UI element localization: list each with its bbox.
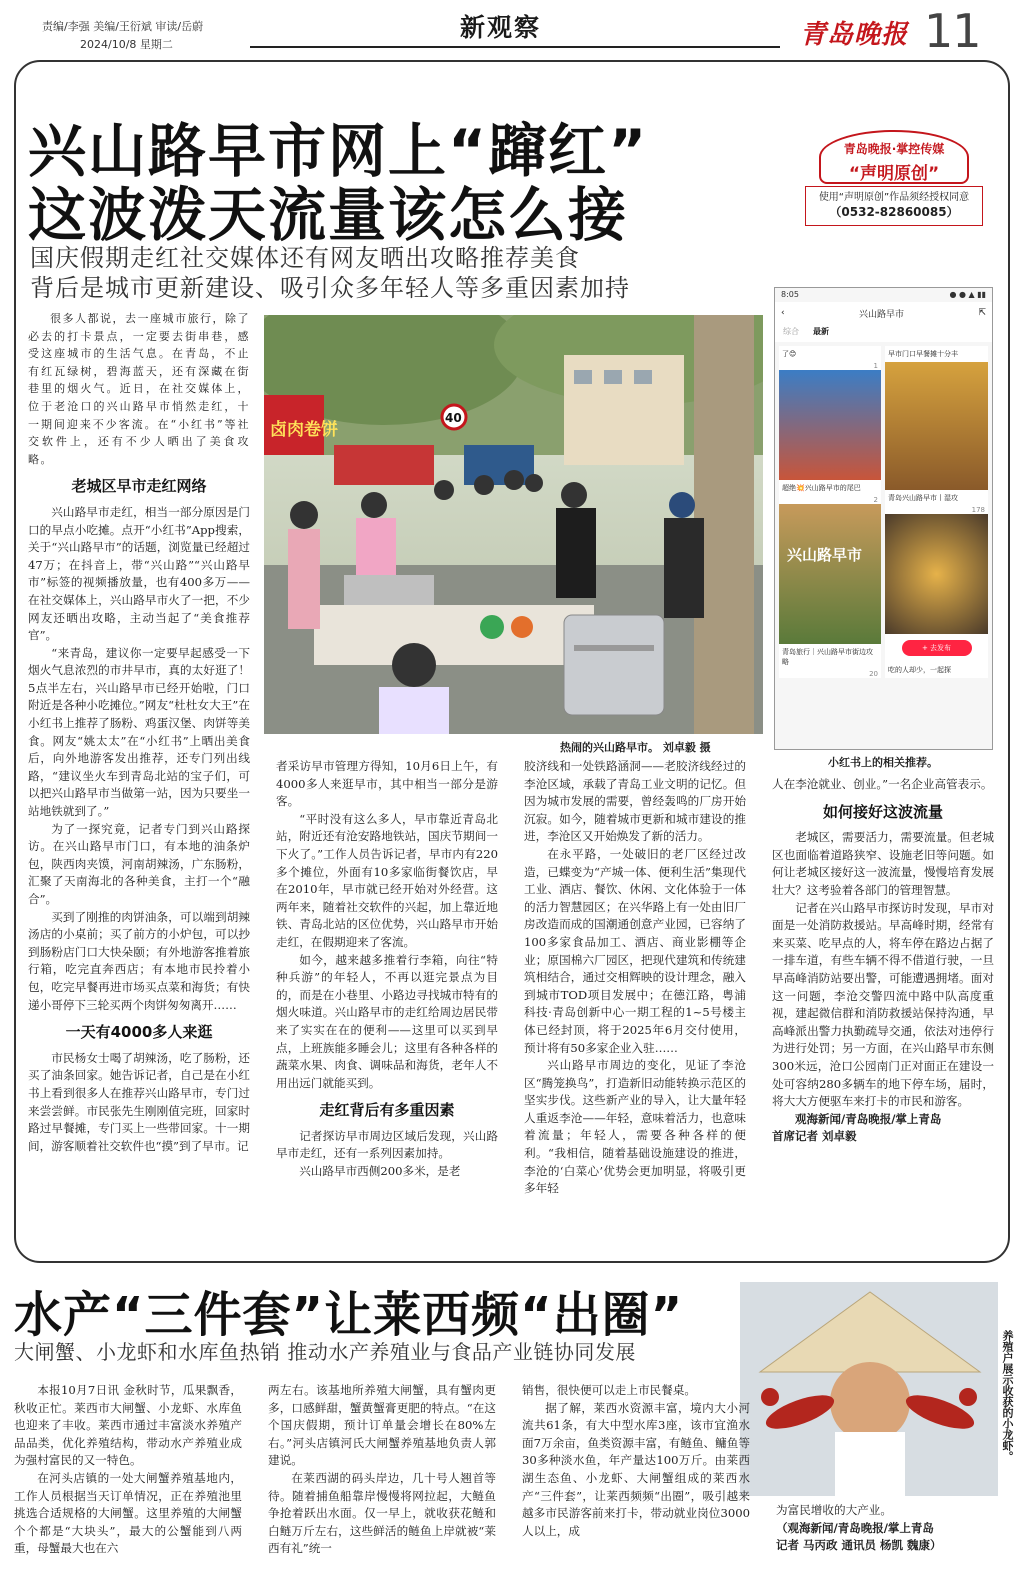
stamp-phone: （0532-82860085）: [829, 205, 959, 219]
status-icons: ● ● ▲ ▮▮: [949, 290, 986, 299]
paragraph: 如今，越来越多推着行李箱，向往“特种兵游”的年轻人，不再以逛完景点为目的，而是在小巷里、小路边寻找城市特有的烟火味道。兴山路早市的走红给周边居民带来了实实在在的便利——这里可以买到早点，上班族能多睡会儿；这里有各种各样的蔬菜水果、肉食、调味品和海货，老年人不用出远门就能买到。: [276, 952, 498, 1090]
story1-col4: [772, 776, 994, 1250]
publish-button[interactable]: + 去发布: [902, 640, 972, 656]
paragraph: 人在李沧就业、创业。”一名企业高管表示。: [772, 777, 993, 791]
byline-reporter: 记者 马丙政 通讯员 杨凯 魏康）: [776, 1538, 942, 1553]
paragraph: 记者在兴山路早市探访时发现，早市对面是一处消防救援站。早高峰时期，经常有来买菜、吃早点的人，将车停在路边占据了一排车道，有些车辆不得不借道行驶，一旦早高峰消防站要出警，可能遭遇拥堵。面对这一问题，李沧交警四流中路中队高度重视，建起微信群和消防救援站保持沟通，早高峰派出警力执勤疏导交通，依法对违停行为进行处罚；另一方面，在兴山路早市东侧300米远，沧口公园南门正对面正在建设一处可容纳280多辆车的地下停车场，届时，将大大方便驱车来打卡的市民和游客。: [772, 900, 994, 1109]
search-query[interactable]: 兴山路早市: [859, 309, 905, 320]
subhead-4000-visitors: 一天有4000多人来逛: [65, 1023, 213, 1042]
paragraph: “来青岛，建议你一定要早起感受一下烟火气息浓烈的市井早市，真的太好逛了！5点半左右，兴山路早市已经开始啦，门口附近是各种小吃摊位。”网友“杜杜女大王”在小红书上推荐了肠粉、鸡蛋汉堡、肉饼等美食。网友“姚太太”在“小红书”上晒出美食后，向外地游客发出推荐，还专门列出线路，“建议坐火车到青岛北站的宝子们，可以把兴山路早市当做第一站，因为只要坐一站地铁就到了。”: [28, 645, 250, 819]
story2-col3: [522, 1382, 750, 1568]
paragraph: 兴山路早市周边的变化，见证了李沧区“腾笼换鸟”，打造新旧动能转换示范区的坚实步伐。这些新产业的导入，让大量年轻人重返李沧——年轻，意味着活力，也意味着流量；年轻人，需要各种各样的便利。“我相信，随着基础设施建设的推进，李沧的‘白菜心’优势会更加明显，将吸引更多年轻: [524, 1058, 746, 1196]
paragraph: 为了一探究竟，记者专门到兴山路探访。在兴山路早市门口，有本地的油条炉包，陕西肉夹馍，河南胡辣汤，广东肠粉，汇聚了天南海北的各种美食，主打一个“融合”。: [28, 821, 250, 906]
header-rule: [250, 46, 780, 48]
subhead-old-district: 老城区早市走红网络: [71, 477, 207, 496]
feed-row: [775, 342, 992, 682]
story1-col3: [524, 758, 746, 1250]
original-claim-stamp: [805, 130, 983, 226]
stamp-seal: [819, 130, 969, 184]
card-title: 吃的人却少，一起探: [888, 666, 951, 674]
subhead-traffic: 如何接好这波流量: [822, 802, 943, 821]
story1-col2: [276, 758, 498, 1250]
crayfish-photo: [740, 1282, 998, 1496]
search-bar: [775, 302, 992, 324]
stamp-notice: [805, 186, 983, 226]
photo-caption: 热闹的兴山路早市。 刘卓毅 摄: [560, 741, 711, 754]
crayfish-illustration: [740, 1282, 998, 1496]
status-bar: [775, 288, 992, 302]
paragraph: 老城区，需要活力，需要流量。但老城区也面临着道路狭窄、设施老旧等问题。如何让老城区接好这一波流量，慢慢培育发展壮大？这考验着各部门的管理智慧。: [772, 830, 994, 897]
card-image: [885, 514, 988, 634]
card-title: 了😊: [782, 350, 797, 358]
card-likes: 178: [971, 506, 985, 514]
stamp-notice-text: 使用“声明原创”作品须经授权同意: [818, 192, 970, 203]
paragraph: 本报10月7日讯 金秋时节，瓜果飘香，秋收正忙。莱西市大闸蟹、小龙虾、水库鱼也迎来了丰收。莱西市通过丰富淡水养殖产品品类，优化养殖结构，带动水产养殖业成为强村富民的又一特色。: [14, 1383, 242, 1468]
paragraph: 记者探访早市周边区域后发现，兴山路早市走红，还有一系列因素加持。: [276, 1128, 498, 1161]
card-likes: 20: [869, 670, 878, 678]
status-time: 8:05: [781, 290, 799, 299]
story2-col1: [14, 1382, 242, 1568]
tab-bar: [775, 324, 992, 342]
section-title: 新观察: [460, 13, 542, 42]
xiaohongshu-screenshot: [774, 287, 993, 750]
tab-latest[interactable]: 最新: [813, 327, 829, 336]
card-image: [779, 370, 881, 480]
card-likes: 2: [873, 496, 878, 504]
paragraph: 据了解，莱西水资源丰富，境内大小河流共61条，有大中型水库3座，该市宜渔水面7万余亩，鱼类资源丰富，有鲢鱼、鳙鱼等30多种淡水鱼，年产量达100万斤。由莱西湖生态鱼、小龙虾、大闸蟹组成的莱西水产“三件套”，让莱西频频“出圈”，吸引越来越多市民游客前来打卡，带动就业岗位3000人以上，成: [522, 1400, 750, 1538]
market-photo: [264, 315, 763, 734]
market-scene-illustration: [264, 315, 763, 734]
story1-lead: 很多人都说，去一座城市旅行，除了必去的打卡景点，一定要去街串巷，感受这座城市的生活气息。在青岛，不止有红瓦绿树，碧海蓝天，还有深藏在街巷里的烟火气。近日，在社交媒体上，位于老沧口的兴山路早市悄然走红，十一期间迎来不少客流。在“小红书”等社交软件上，还有不少人晒出了美食攻略。: [28, 312, 250, 466]
card-title: 超绝💥兴山路早市的尾巴: [782, 484, 861, 492]
feed-card[interactable]: [885, 346, 988, 678]
card-title: 青岛兴山路早市丨湿攻: [888, 494, 958, 502]
shop-sign-text: 卤肉卷饼: [270, 420, 338, 440]
card-likes: 1: [873, 362, 878, 370]
story2-col2: [268, 1382, 496, 1568]
card-image: [885, 362, 988, 490]
paragraph: 为富民增收的大产业。: [776, 1503, 892, 1517]
paragraph: 在永平路，一处破旧的老厂区经过改造，已蝶变为“产城一体、便利生活”集现代工业、酒店、餐饮、休闲、文化体验于一体的活力智慧园区；在兴华路上有一处由旧厂房改造而成的国潮通创意产业园，已容纳了100多家食品加工、酒店、商业影棚等企业；原国棉六厂园区，把现代建筑和传统建筑相结合，通过交相辉映的设计理念，融入到城市TOD项目发展中；在德江路，粤浦科技·青岛创新中心一期工程的1~5号楼主体已经封顶，将于2025年6月交付使用，预计将有50多家企业入驻……: [524, 846, 746, 1055]
story2-title: 水产“三件套”让莱西频“出圈”: [14, 1287, 684, 1343]
paragraph: 两左右。该基地所养殖大闸蟹，具有蟹肉更多，口感鲜甜，蟹黄蟹膏更肥的特点。“在这个国庆假期，预计订单量会增长在80%左右。”河头店镇河氏大闸蟹养殖基地负责人郭建说。: [268, 1383, 496, 1468]
story1-subtitle-line2: 背后是城市更新建设、吸引众多年轻人等多重因素加持: [30, 274, 630, 302]
paragraph: 兴山路早市走红，相当一部分原因是门口的早点小吃摊。点开“小红书”App搜索，关于“兴山路早市”的话题，浏览量已经超过47万；在抖音上，带“兴山路”“兴山路早市”标签的视频播放量，也有400多万——在社交媒体上，兴山路早市火了一把，不少网友还晒出攻略，主动当起了“美食推荐官”。: [28, 504, 250, 643]
phone-caption: 小红书上的相关推荐。: [828, 756, 938, 769]
editor-meta: [42, 18, 203, 54]
story2-col4: [776, 1502, 1006, 1568]
feed-card[interactable]: [779, 346, 881, 678]
crayfish-caption: 养殖户展示收获的小龙虾。: [1001, 1330, 1014, 1462]
editor-line: 责编/李强 美编/王衍斌 审读/岳蔚: [42, 20, 204, 33]
story2-subtitle: 大闸蟹、小龙虾和水库鱼热销 推动水产养殖业与食品产业链协同发展: [14, 1340, 636, 1364]
overlay-text: 兴山路早市: [787, 546, 863, 564]
paragraph: 市民杨女士喝了胡辣汤，吃了肠粉，还买了油条回家。她告诉记者，自己是在小红书上看到很多人在推荐兴山路早市，专门过来尝尝鲜。市民张先生刚刚值完班，回家时路过早餐摊，专门买上一些带回家。十一期间，游客顺着社交软件也“摸”到了早市。记: [28, 1050, 250, 1153]
date-line: 2024/10/8 星期二: [80, 38, 173, 51]
tab-all[interactable]: 综合: [783, 327, 799, 336]
paragraph: 销售，很快便可以走上市民餐桌。: [522, 1383, 696, 1397]
paragraph: 胶济线和一处铁路涵洞——老胶济线经过的李沧区域，承载了青岛工业文明的记忆。但因为城市发展的需要，曾经轰鸣的厂房开始沉寂。如今，随着城市更新和城市建设的推进，李沧区又开始焕发了新的活力。: [524, 759, 746, 844]
card-title: 早市门口早餐摊十分丰: [888, 350, 958, 358]
page-header: [0, 0, 1024, 58]
speed-sign: 40: [445, 411, 462, 425]
page-number: 11: [924, 4, 981, 58]
newspaper-logo: 青岛晚报: [800, 20, 909, 50]
story1-title-line2: 这波泼天流量该怎么接: [28, 181, 629, 249]
back-icon[interactable]: ‹: [781, 308, 785, 318]
byline: 观海新闻/青岛晚报/掌上青岛: [795, 1111, 942, 1126]
paragraph: 买到了刚推的肉饼油条，可以端到胡辣汤店的小桌前；买了前方的小炉包，可以抄到肠粉店门口大快朵颐；有外地游客推着旅行箱，吃完直奔西店；有本地市民拎着小包，吃完早餐再进市场买点菜和海货；有快递小哥停下三轮买两个肉饼匆匆离开……: [28, 909, 250, 1012]
subhead-factors: 走红背后有多重因素: [319, 1101, 455, 1120]
stamp-top-text: 青岛晚报·掌控传媒: [843, 142, 945, 156]
paragraph: 兴山路早市西侧200多米，是老: [299, 1164, 461, 1179]
card-title: 青岛旅行｜兴山路早市街边攻略: [782, 648, 873, 666]
card-image: [779, 504, 881, 644]
paragraph: 在莱西湖的码头岸边，几十号人翘首等待。随着捕鱼船靠岸慢慢将网拉起，大鲢鱼争抢着跃出水面。仅一早上，就收获花鲢和白鲢万斤左右，这些鲜活的鲢鱼上岸就被“莱西有礼”统一: [268, 1470, 496, 1556]
byline: （观海新闻/青岛晚报/掌上青岛: [776, 1520, 934, 1535]
story1-subtitle-line1: 国庆假期走红社交媒体还有网友晒出攻略推荐美食: [30, 244, 580, 272]
story1-title-line1: 兴山路早市网上“蹿红”: [28, 117, 649, 185]
story1-col1: [28, 310, 250, 1250]
paragraph: 在河头店镇的一处大闸蟹养殖基地内，工作人员根据当天订单情况，正在养殖池里挑选合适规格的大闸蟹。这里养殖的大闸蟹个个都是“大块头”，最大的公蟹能到八两重，母蟹最大也在六: [14, 1470, 242, 1556]
paragraph: 者采访早市管理方得知，10月6日上午，有4000多人来逛早市，其中相当一部分是游客。: [276, 759, 498, 809]
byline-reporter: 首席记者 刘卓毅: [772, 1129, 857, 1144]
stamp-big-text: “声明原创”: [848, 164, 940, 184]
share-icon[interactable]: ⇱: [978, 308, 986, 318]
paragraph: “平时没有这么多人，早市靠近青岛北站，附近还有沧安路地铁站，国庆节期间一下火了。”工作人员告诉记者，早市内有220多个摊位，外面有10多家临街餐饮店，早在2010年，早市就已经开始对外经营。这两年来，随着社交软件的兴起，加上靠近地铁、青岛北站的区位优势，兴山路早市开始走红，在假期迎来了客流。: [276, 811, 498, 949]
